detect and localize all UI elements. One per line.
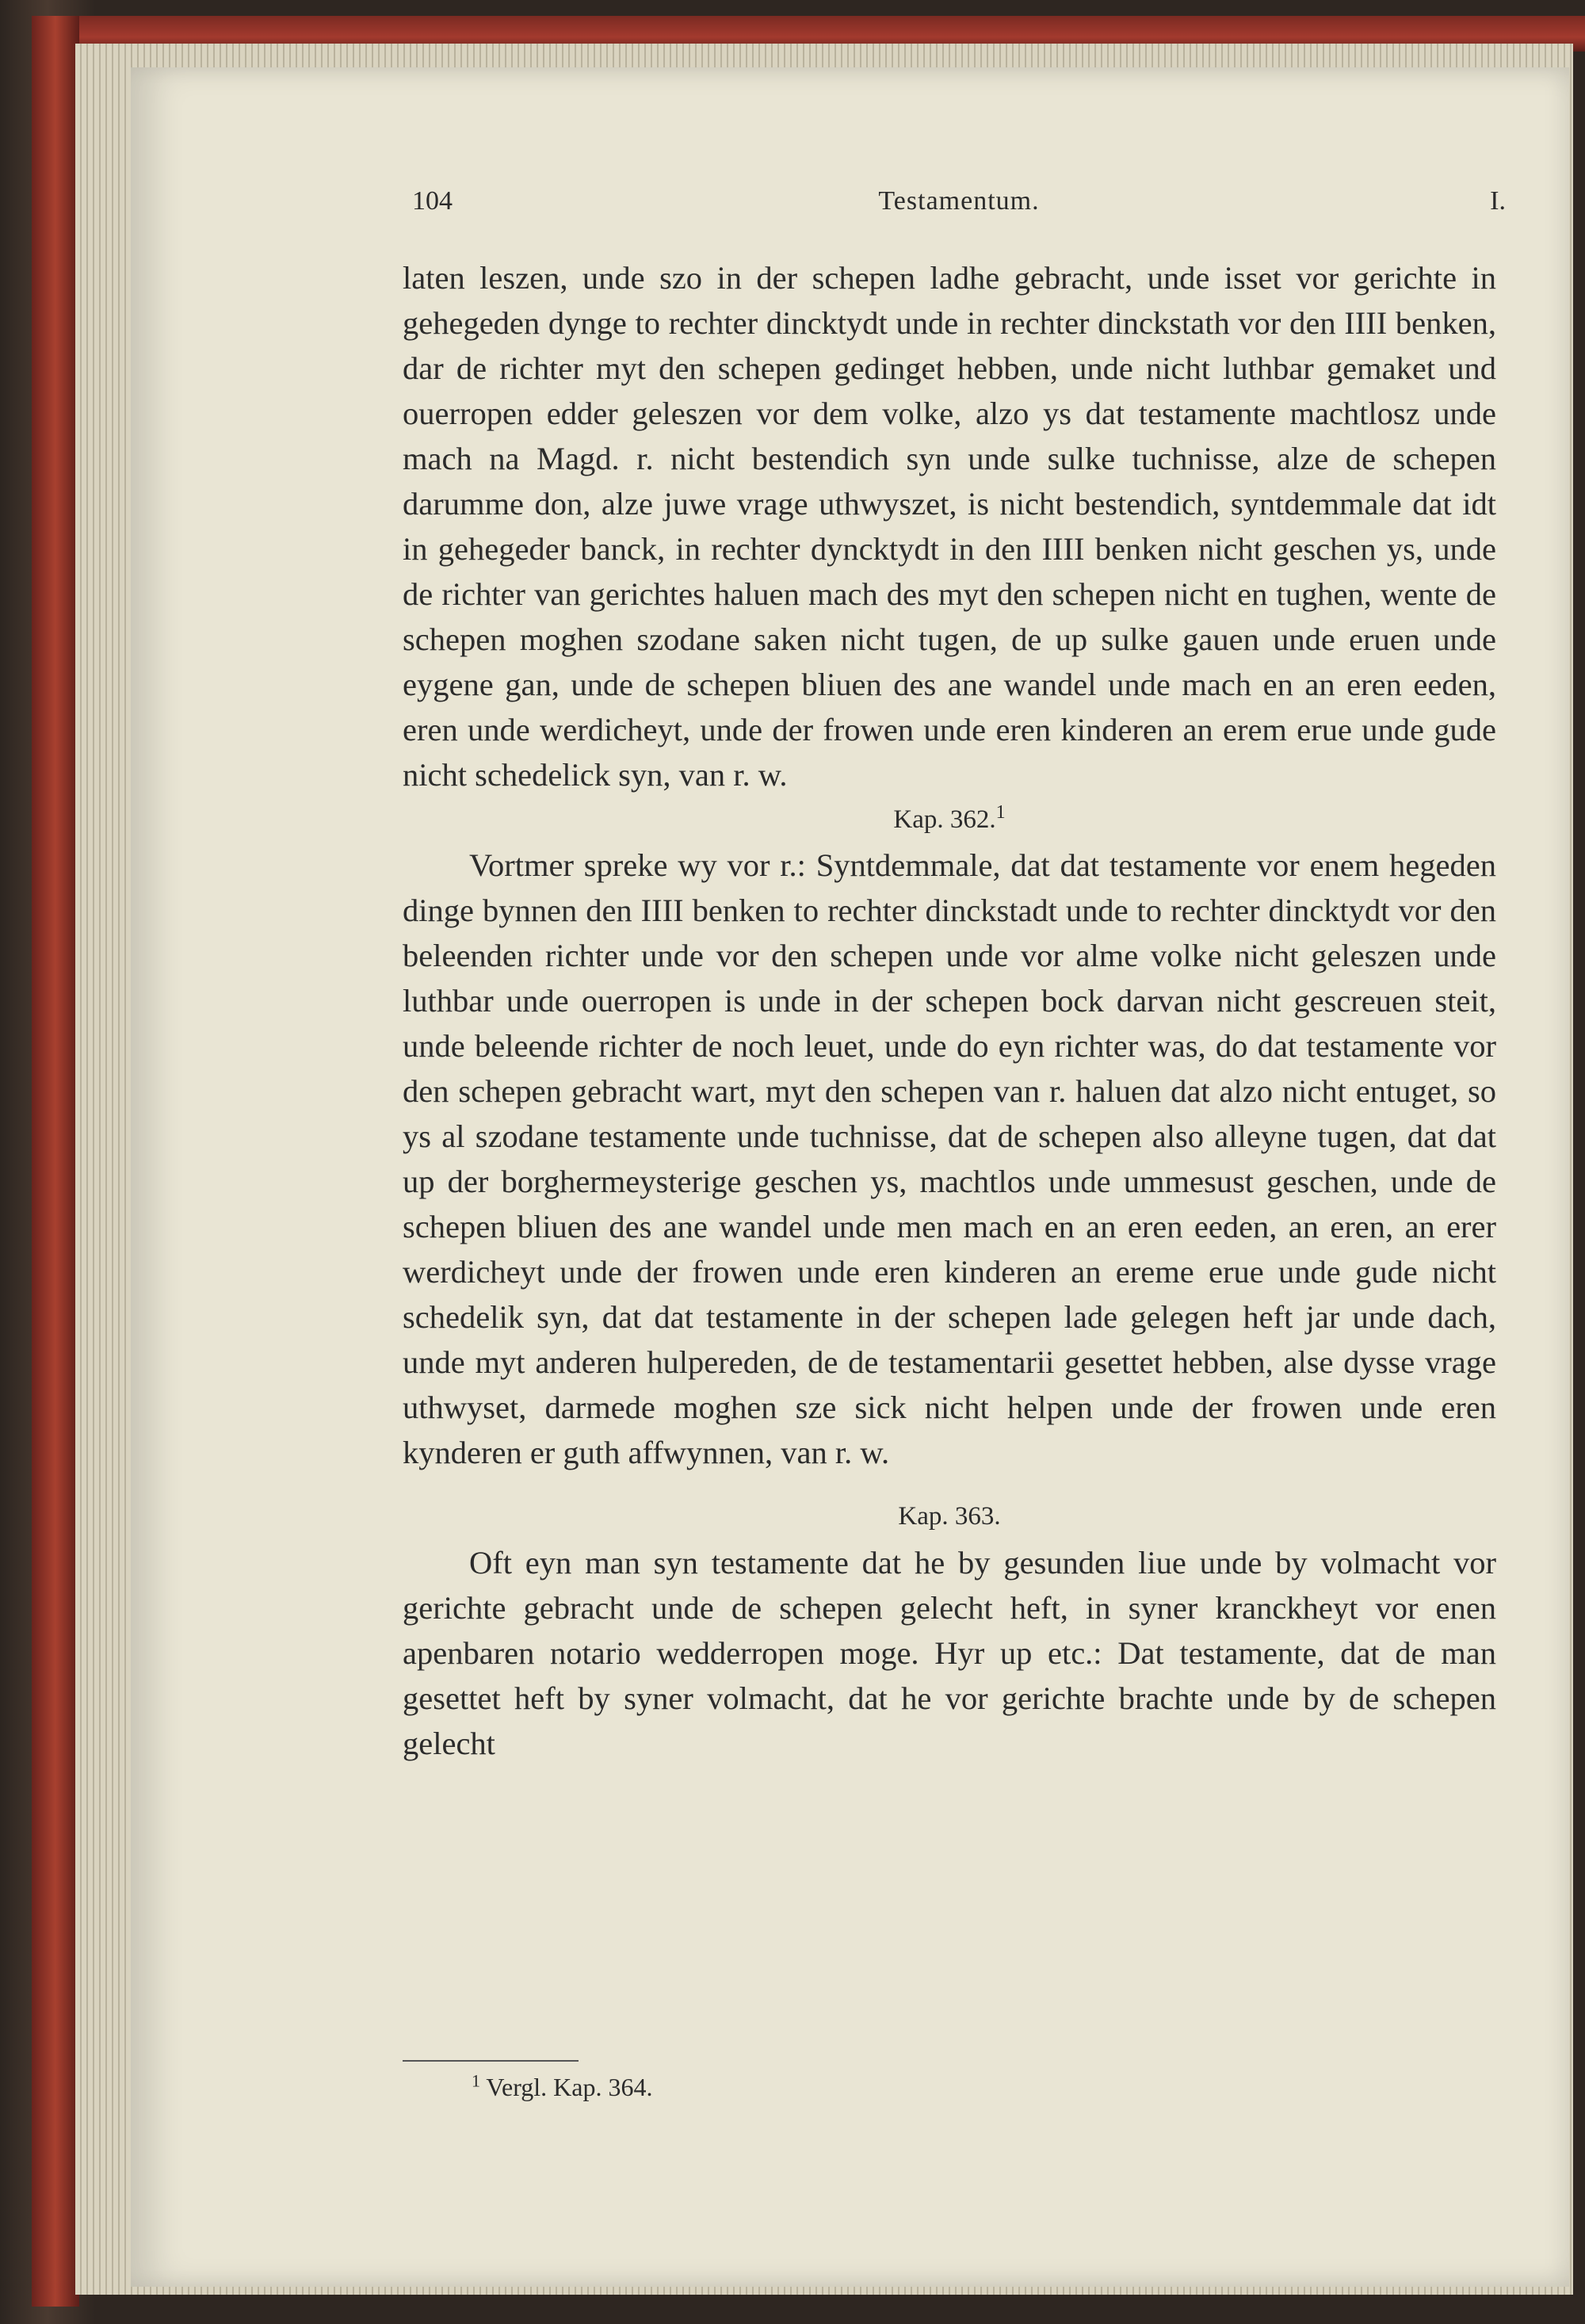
paragraph-3: Oft eyn man syn testamente dat he by gesunden liue unde by volmacht vor gerichte gebracht unde de schepen gelecht heft, in syner kranckheyt vor enen apenbaren notario wedderropen moge. Hyr up etc.: Dat testamente, dat de man gesettet heft by syner volmacht, dat he vor gerichte brachte unde by de schepen gelecht: [403, 1545, 1496, 1761]
cover-binding-left: [32, 16, 79, 2307]
footnote-marker: 1: [472, 2070, 480, 2091]
paragraph-1: laten leszen, unde szo in der schepen ladhe gebracht, unde isset vor gerichte in gehegeden dynge to rechter dincktydt unde in rechter dinckstath vor den IIII benken, dar de richter myt den schepen gedinget hebben, unde nicht luthbar gemaket und ouerropen edder geleszen vor dem volke, alzo ys dat testamente machtlosz unde mach na Magd. r. nicht bestendich syn unde sulke tuchnisse, alze de schepen darumme don, alze juwe vrage uthwyszet, is nicht bestendich, syntdemmale dat idt in gehegeder banck, in rechter dyncktydt in den IIII benken nicht geschen ys, unde de richter van gerichtes haluen mach des myt den schepen nicht en tughen, wente de schepen moghen szodane saken nicht tugen, de up sulke gauen unde eruen unde eygene gan, unde de schepen bliuen des ane wandel unde mach en an eren eeden, eren unde werdicheyt, unde der frowen unde eren kinderen an erem erue unde gude nicht schedelick syn, van r. w.: [403, 260, 1496, 793]
chapter-heading-362: [403, 797, 1496, 843]
footnote-reference: 1: [995, 802, 1006, 823]
paragraph-2: Vortmer spreke wy vor r.: Syntdemmale, dat dat testamente vor enem hegeden dinge bynnen den IIII benken to rechter dinckstadt unde to rechter dincktydt vor den beleenden richter unde vor den schepen unde vor alme volke nicht geleszen unde luthbar unde ouerropen is unde in der schepen bock darvan nicht gescreuen steit, unde beleende richter de noch leuet, unde do eyn richter was, do dat testamente vor den schepen gebracht wart, myt den schepen van r. haluen dat alzo nicht entuget, so ys al szodane testamente unde tuchnisse, dat de schepen also alleyne tugen, dat dat up der borghermeysterige geschen ys, machtlos unde ummesust geschen, unde de schepen bliuen des ane wandel unde men mach en an eren eeden, an eren, an erer werdicheyt unde der frowen unde eren kinderen an ereme erue unde gude nicht schedelik syn, dat dat testamente in der schepen lade gelegen heft jar unde dach, unde myt anderen hulpereden, de de testamentarii gesettet hebben, alse dysse vrage uthwyset, darmede moghen sze sick nicht helpen unde der frowen unde eren kynderen er guth affwynnen, van r. w.: [403, 847, 1496, 1470]
volume-marker: I.: [1490, 186, 1506, 216]
footnote-text: Vergl. Kap. 364.: [486, 2073, 653, 2101]
body-text: [403, 255, 1496, 1766]
chapter-heading-363: Kap. 363.: [898, 1502, 1001, 1531]
page-number: 104: [412, 186, 453, 216]
footnote: [472, 2070, 653, 2102]
chapter-heading-text: Kap. 362.: [893, 805, 996, 834]
footnote-divider: [403, 2060, 579, 2062]
running-header: [412, 186, 1506, 234]
running-title: Testamentum.: [878, 186, 1040, 216]
